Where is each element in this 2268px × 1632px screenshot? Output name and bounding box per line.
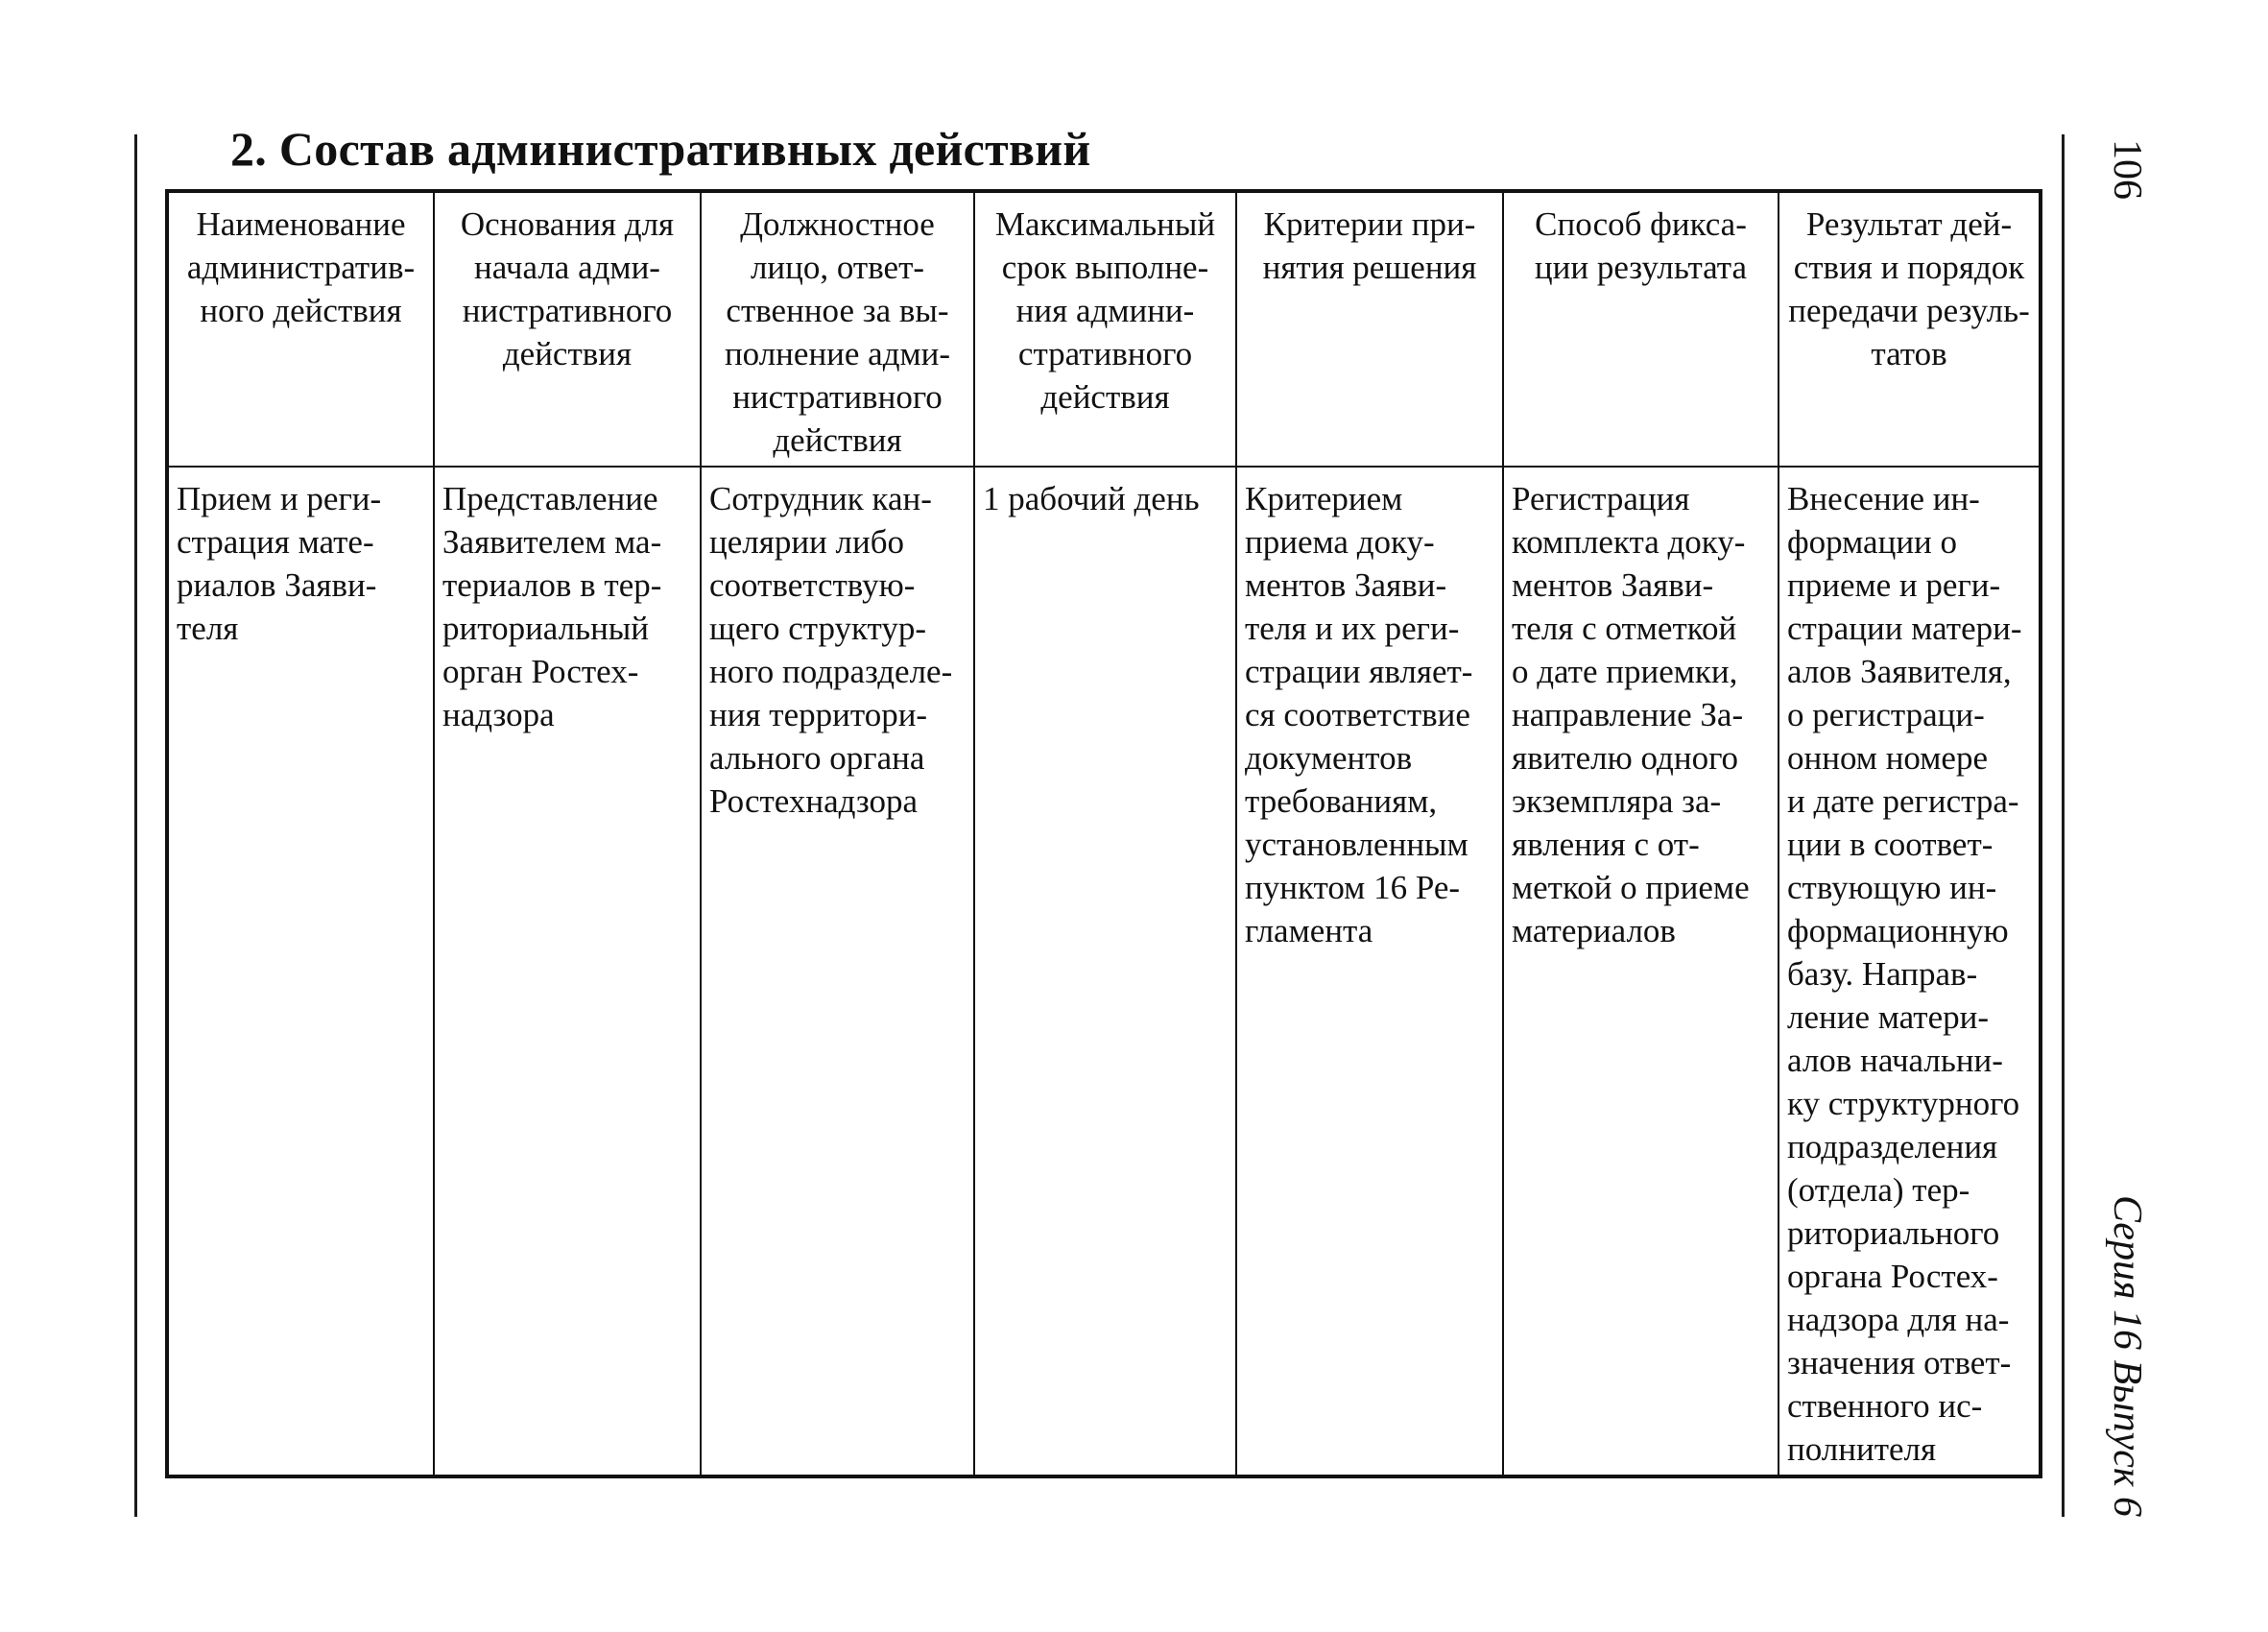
header-max-duration: Максимальный срок выполне- ния админи- стративного действия bbox=[974, 191, 1236, 467]
left-margin-rule bbox=[134, 134, 137, 1517]
header-grounds: Основания для начала адми- нистративного действия bbox=[434, 191, 701, 467]
cell-grounds: Представление Заявителем ма- териалов в тер- риториальный орган Ростех- надзора bbox=[434, 467, 701, 1476]
table-header-row bbox=[167, 191, 2041, 467]
table-row bbox=[167, 467, 2041, 1476]
cell-max-duration: 1 рабочий день bbox=[974, 467, 1236, 1476]
right-margin-rule bbox=[2062, 134, 2065, 1517]
header-result: Результат дей- ствия и порядок передачи резуль- татов bbox=[1779, 191, 2041, 467]
section-title: 2. Состав административных действий bbox=[230, 122, 1091, 176]
header-recording-method: Способ фикса- ции результата bbox=[1503, 191, 1779, 467]
header-decision-criteria: Критерии при- нятия решения bbox=[1236, 191, 1503, 467]
cell-action-name: Прием и реги- страция мате- риалов Заяви- теля bbox=[167, 467, 434, 1476]
cell-recording-method: Регистрация комплекта доку- ментов Заяви- теля с отметкой о дате приемки, направление За- явителю одного экземпляра за- явления с от- меткой о приеме материалов bbox=[1503, 467, 1779, 1476]
cell-responsible-official: Сотрудник кан- целярии либо соответствую- щего структур- ного подразделе- ния территори- ального органа Ростехнадзора bbox=[701, 467, 974, 1476]
header-responsible-official: Должностное лицо, ответ- ственное за вы- полнение адми- нистративного действия bbox=[701, 191, 974, 467]
series-label: Серия 16 Выпуск 6 bbox=[2105, 1195, 2149, 1517]
administrative-actions-table bbox=[165, 189, 2042, 1478]
header-action-name: Наименование административ- ного действия bbox=[167, 191, 434, 467]
cell-decision-criteria: Критерием приема доку- ментов Заяви- теля и их реги- страции являет- ся соответствие документов требованиям, установленным пунктом 16 Ре- гламента bbox=[1236, 467, 1503, 1476]
page-number: 106 bbox=[2105, 139, 2149, 200]
cell-result: Внесение ин- формации о приеме и реги- страции матери- алов Заявителя, о регистраци- онном номере и дате регистра- ции в соответ- ствующую ин- формационную базу. Направ- ление матери- алов начальни- ку структурного подразделения (отдела) тер- риториального органа Ростех- надзора для на- значения ответ- ственного ис- полнителя bbox=[1779, 467, 2041, 1476]
